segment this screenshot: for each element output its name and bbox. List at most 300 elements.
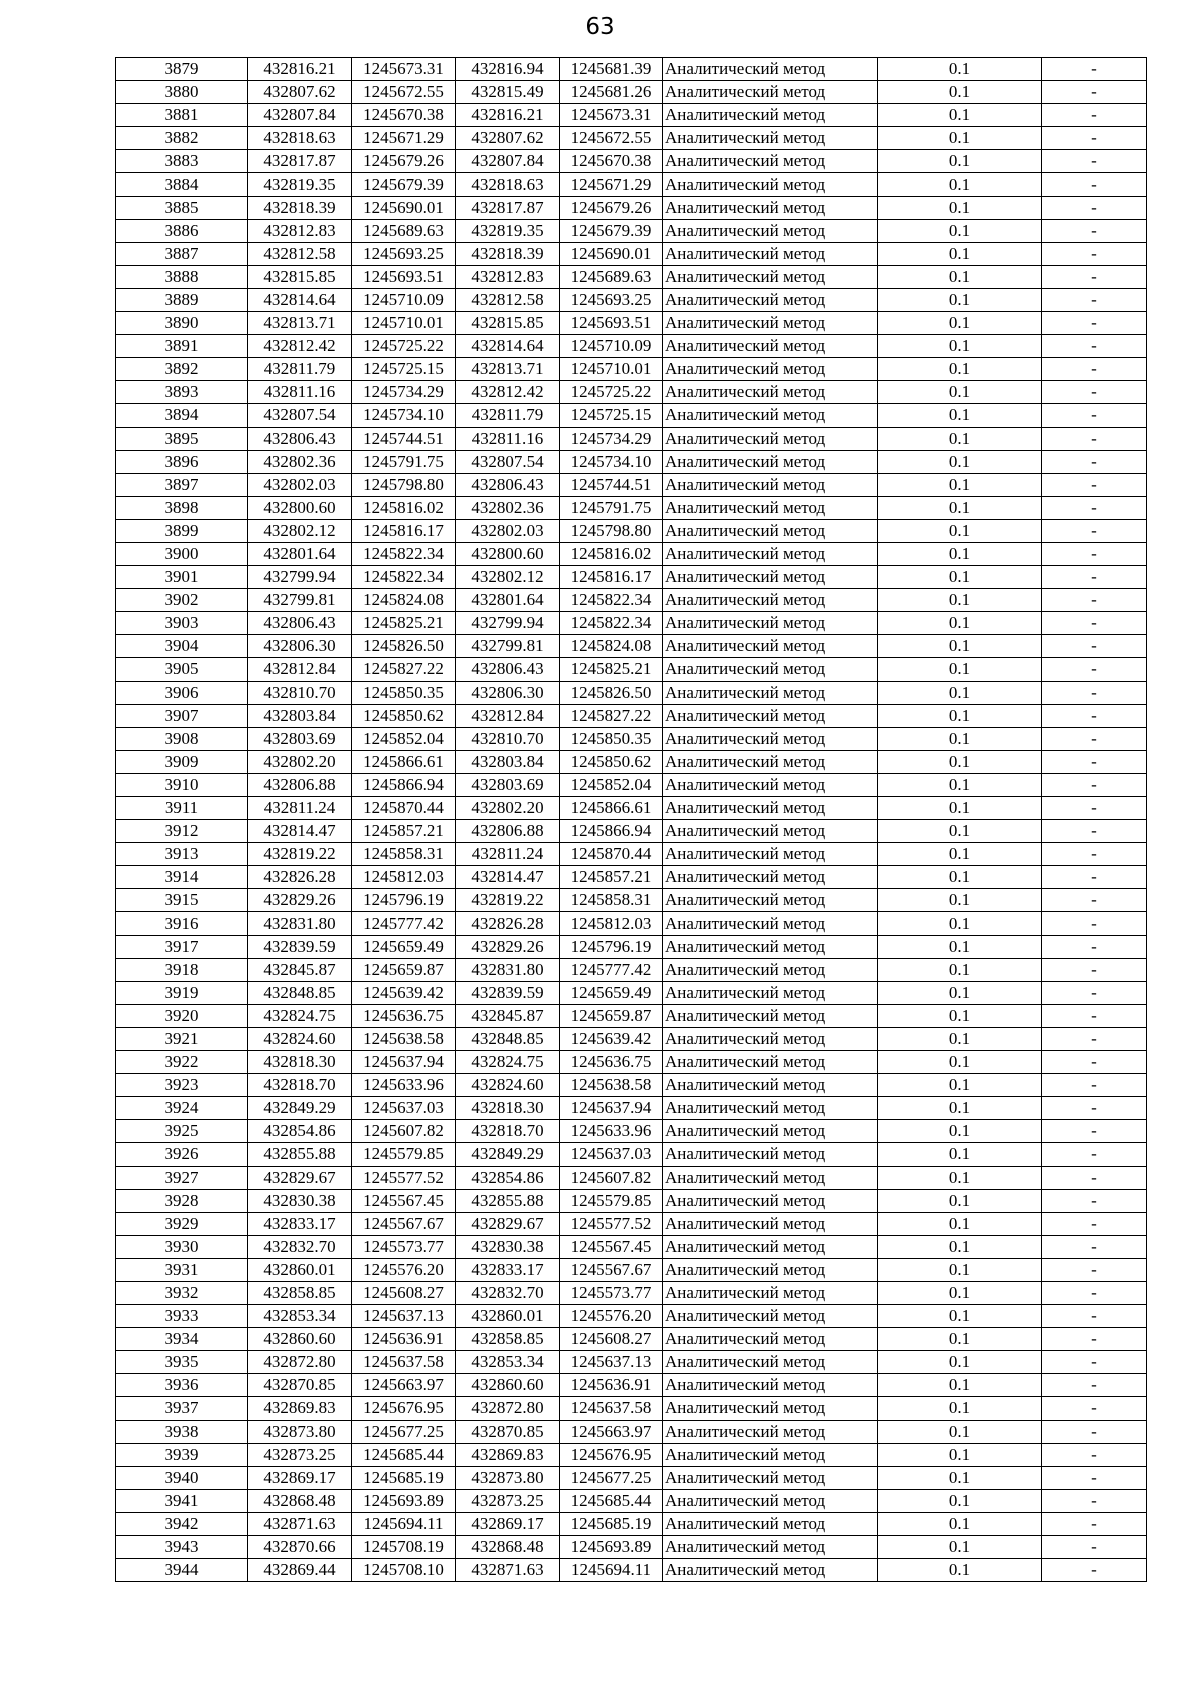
prev-x-coordinate-cell: 432873.80 [456,1466,560,1489]
accuracy-cell: 0.1 [878,381,1042,404]
note-cell: - [1042,1328,1147,1351]
x-coordinate-cell: 432873.25 [248,1443,352,1466]
point-number-cell: 3894 [116,404,248,427]
table-row [116,1466,1147,1489]
method-cell: Аналитический метод [663,542,878,565]
prev-x-coordinate-cell: 432806.30 [456,681,560,704]
x-coordinate-cell: 432833.17 [248,1212,352,1235]
y-coordinate-cell: 1245825.21 [352,612,456,635]
x-coordinate-cell: 432811.79 [248,358,352,381]
point-number-cell: 3915 [116,889,248,912]
point-number-cell: 3905 [116,658,248,681]
y-coordinate-cell: 1245870.44 [352,797,456,820]
point-number-cell: 3935 [116,1351,248,1374]
table-row [116,173,1147,196]
table-row [116,1143,1147,1166]
y-coordinate-cell: 1245725.22 [352,335,456,358]
method-cell: Аналитический метод [663,1189,878,1212]
method-cell: Аналитический метод [663,335,878,358]
prev-x-coordinate-cell: 432845.87 [456,1004,560,1027]
note-cell: - [1042,1512,1147,1535]
table-row [116,1166,1147,1189]
prev-y-coordinate-cell: 1245824.08 [560,635,663,658]
prev-x-coordinate-cell: 432816.94 [456,58,560,81]
method-cell: Аналитический метод [663,1420,878,1443]
table-row [116,589,1147,612]
point-number-cell: 3901 [116,566,248,589]
accuracy-cell: 0.1 [878,450,1042,473]
table-row [116,335,1147,358]
point-number-cell: 3887 [116,242,248,265]
prev-x-coordinate-cell: 432810.70 [456,727,560,750]
prev-x-coordinate-cell: 432871.63 [456,1559,560,1582]
point-number-cell: 3883 [116,150,248,173]
note-cell: - [1042,681,1147,704]
accuracy-cell: 0.1 [878,727,1042,750]
prev-y-coordinate-cell: 1245633.96 [560,1120,663,1143]
x-coordinate-cell: 432802.36 [248,450,352,473]
y-coordinate-cell: 1245639.42 [352,981,456,1004]
table-row [116,312,1147,335]
table-row [116,196,1147,219]
point-number-cell: 3916 [116,912,248,935]
note-cell: - [1042,81,1147,104]
method-cell: Аналитический метод [663,312,878,335]
point-number-cell: 3919 [116,981,248,1004]
accuracy-cell: 0.1 [878,1027,1042,1050]
prev-y-coordinate-cell: 1245576.20 [560,1305,663,1328]
x-coordinate-cell: 432816.21 [248,58,352,81]
y-coordinate-cell: 1245824.08 [352,589,456,612]
prev-y-coordinate-cell: 1245567.67 [560,1258,663,1281]
x-coordinate-cell: 432802.20 [248,750,352,773]
prev-y-coordinate-cell: 1245685.44 [560,1489,663,1512]
point-number-cell: 3917 [116,935,248,958]
accuracy-cell: 0.1 [878,1489,1042,1512]
x-coordinate-cell: 432869.17 [248,1466,352,1489]
x-coordinate-cell: 432830.38 [248,1189,352,1212]
prev-x-coordinate-cell: 432818.63 [456,173,560,196]
prev-y-coordinate-cell: 1245672.55 [560,127,663,150]
y-coordinate-cell: 1245850.62 [352,704,456,727]
table-row [116,1027,1147,1050]
x-coordinate-cell: 432831.80 [248,912,352,935]
method-cell: Аналитический метод [663,612,878,635]
x-coordinate-cell: 432812.42 [248,335,352,358]
y-coordinate-cell: 1245858.31 [352,843,456,866]
prev-y-coordinate-cell: 1245579.85 [560,1189,663,1212]
table-row [116,612,1147,635]
prev-x-coordinate-cell: 432833.17 [456,1258,560,1281]
y-coordinate-cell: 1245816.17 [352,519,456,542]
y-coordinate-cell: 1245827.22 [352,658,456,681]
table-row [116,265,1147,288]
table-row [116,1512,1147,1535]
x-coordinate-cell: 432803.84 [248,704,352,727]
y-coordinate-cell: 1245710.01 [352,312,456,335]
x-coordinate-cell: 432807.54 [248,404,352,427]
point-number-cell: 3908 [116,727,248,750]
prev-y-coordinate-cell: 1245577.52 [560,1212,663,1235]
prev-x-coordinate-cell: 432816.21 [456,104,560,127]
accuracy-cell: 0.1 [878,1443,1042,1466]
x-coordinate-cell: 432870.66 [248,1536,352,1559]
y-coordinate-cell: 1245636.91 [352,1328,456,1351]
point-number-cell: 3893 [116,381,248,404]
x-coordinate-cell: 432810.70 [248,681,352,704]
prev-x-coordinate-cell: 432802.20 [456,797,560,820]
prev-x-coordinate-cell: 432799.81 [456,635,560,658]
accuracy-cell: 0.1 [878,1097,1042,1120]
note-cell: - [1042,1074,1147,1097]
prev-y-coordinate-cell: 1245816.17 [560,566,663,589]
prev-y-coordinate-cell: 1245866.61 [560,797,663,820]
x-coordinate-cell: 432853.34 [248,1305,352,1328]
accuracy-cell: 0.1 [878,1328,1042,1351]
note-cell: - [1042,843,1147,866]
point-number-cell: 3886 [116,219,248,242]
point-number-cell: 3936 [116,1374,248,1397]
x-coordinate-cell: 432814.47 [248,820,352,843]
method-cell: Аналитический метод [663,1281,878,1304]
prev-y-coordinate-cell: 1245677.25 [560,1466,663,1489]
prev-x-coordinate-cell: 432813.71 [456,358,560,381]
note-cell: - [1042,58,1147,81]
y-coordinate-cell: 1245573.77 [352,1235,456,1258]
prev-x-coordinate-cell: 432853.34 [456,1351,560,1374]
x-coordinate-cell: 432814.64 [248,288,352,311]
prev-y-coordinate-cell: 1245636.75 [560,1051,663,1074]
point-number-cell: 3881 [116,104,248,127]
x-coordinate-cell: 432818.70 [248,1074,352,1097]
prev-y-coordinate-cell: 1245777.42 [560,958,663,981]
prev-y-coordinate-cell: 1245857.21 [560,866,663,889]
table-row [116,797,1147,820]
point-number-cell: 3932 [116,1281,248,1304]
prev-x-coordinate-cell: 432806.88 [456,820,560,843]
point-number-cell: 3934 [116,1328,248,1351]
accuracy-cell: 0.1 [878,288,1042,311]
accuracy-cell: 0.1 [878,265,1042,288]
table-row [116,1189,1147,1212]
accuracy-cell: 0.1 [878,81,1042,104]
prev-x-coordinate-cell: 432802.36 [456,496,560,519]
note-cell: - [1042,335,1147,358]
note-cell: - [1042,1443,1147,1466]
prev-x-coordinate-cell: 432807.84 [456,150,560,173]
note-cell: - [1042,265,1147,288]
y-coordinate-cell: 1245812.03 [352,866,456,889]
accuracy-cell: 0.1 [878,1212,1042,1235]
prev-x-coordinate-cell: 432819.35 [456,219,560,242]
y-coordinate-cell: 1245822.34 [352,566,456,589]
y-coordinate-cell: 1245671.29 [352,127,456,150]
method-cell: Аналитический метод [663,1443,878,1466]
note-cell: - [1042,1143,1147,1166]
point-number-cell: 3884 [116,173,248,196]
prev-y-coordinate-cell: 1245822.34 [560,589,663,612]
table-row [116,843,1147,866]
accuracy-cell: 0.1 [878,242,1042,265]
method-cell: Аналитический метод [663,566,878,589]
point-number-cell: 3888 [116,265,248,288]
table-row [116,750,1147,773]
table-row [116,404,1147,427]
accuracy-cell: 0.1 [878,335,1042,358]
y-coordinate-cell: 1245744.51 [352,427,456,450]
prev-y-coordinate-cell: 1245637.13 [560,1351,663,1374]
note-cell: - [1042,219,1147,242]
table-row [116,658,1147,681]
y-coordinate-cell: 1245567.45 [352,1189,456,1212]
x-coordinate-cell: 432826.28 [248,866,352,889]
prev-x-coordinate-cell: 432812.84 [456,704,560,727]
accuracy-cell: 0.1 [878,1397,1042,1420]
prev-x-coordinate-cell: 432812.58 [456,288,560,311]
note-cell: - [1042,150,1147,173]
note-cell: - [1042,1536,1147,1559]
prev-x-coordinate-cell: 432869.17 [456,1512,560,1535]
table-row [116,981,1147,1004]
point-number-cell: 3911 [116,797,248,820]
point-number-cell: 3903 [116,612,248,635]
note-cell: - [1042,658,1147,681]
method-cell: Аналитический метод [663,219,878,242]
y-coordinate-cell: 1245689.63 [352,219,456,242]
point-number-cell: 3923 [116,1074,248,1097]
point-number-cell: 3922 [116,1051,248,1074]
prev-x-coordinate-cell: 432860.60 [456,1374,560,1397]
x-coordinate-cell: 432829.67 [248,1166,352,1189]
point-number-cell: 3918 [116,958,248,981]
prev-y-coordinate-cell: 1245744.51 [560,473,663,496]
prev-x-coordinate-cell: 432812.83 [456,265,560,288]
point-number-cell: 3925 [116,1120,248,1143]
method-cell: Аналитический метод [663,404,878,427]
note-cell: - [1042,1235,1147,1258]
y-coordinate-cell: 1245576.20 [352,1258,456,1281]
prev-x-coordinate-cell: 432800.60 [456,542,560,565]
method-cell: Аналитический метод [663,288,878,311]
prev-x-coordinate-cell: 432849.29 [456,1143,560,1166]
x-coordinate-cell: 432812.83 [248,219,352,242]
table-row [116,1489,1147,1512]
accuracy-cell: 0.1 [878,658,1042,681]
prev-y-coordinate-cell: 1245573.77 [560,1281,663,1304]
x-coordinate-cell: 432819.35 [248,173,352,196]
prev-y-coordinate-cell: 1245725.15 [560,404,663,427]
prev-x-coordinate-cell: 432860.01 [456,1305,560,1328]
y-coordinate-cell: 1245866.94 [352,773,456,796]
point-number-cell: 3929 [116,1212,248,1235]
prev-y-coordinate-cell: 1245822.34 [560,612,663,635]
point-number-cell: 3942 [116,1512,248,1535]
x-coordinate-cell: 432799.94 [248,566,352,589]
prev-y-coordinate-cell: 1245637.58 [560,1397,663,1420]
y-coordinate-cell: 1245798.80 [352,473,456,496]
prev-x-coordinate-cell: 432818.30 [456,1097,560,1120]
y-coordinate-cell: 1245866.61 [352,750,456,773]
prev-y-coordinate-cell: 1245690.01 [560,242,663,265]
table-row [116,450,1147,473]
method-cell: Аналитический метод [663,1097,878,1120]
x-coordinate-cell: 432811.16 [248,381,352,404]
note-cell: - [1042,1351,1147,1374]
method-cell: Аналитический метод [663,958,878,981]
table-row [116,1443,1147,1466]
prev-y-coordinate-cell: 1245673.31 [560,104,663,127]
accuracy-cell: 0.1 [878,404,1042,427]
prev-y-coordinate-cell: 1245825.21 [560,658,663,681]
accuracy-cell: 0.1 [878,519,1042,542]
prev-x-coordinate-cell: 432818.70 [456,1120,560,1143]
method-cell: Аналитический метод [663,1051,878,1074]
method-cell: Аналитический метод [663,1235,878,1258]
x-coordinate-cell: 432860.01 [248,1258,352,1281]
table-row [116,1235,1147,1258]
x-coordinate-cell: 432819.22 [248,843,352,866]
method-cell: Аналитический метод [663,127,878,150]
note-cell: - [1042,1166,1147,1189]
method-cell: Аналитический метод [663,1328,878,1351]
x-coordinate-cell: 432858.85 [248,1281,352,1304]
method-cell: Аналитический метод [663,773,878,796]
y-coordinate-cell: 1245725.15 [352,358,456,381]
note-cell: - [1042,242,1147,265]
prev-y-coordinate-cell: 1245798.80 [560,519,663,542]
point-number-cell: 3897 [116,473,248,496]
prev-y-coordinate-cell: 1245679.39 [560,219,663,242]
prev-y-coordinate-cell: 1245608.27 [560,1328,663,1351]
method-cell: Аналитический метод [663,242,878,265]
point-number-cell: 3896 [116,450,248,473]
y-coordinate-cell: 1245567.67 [352,1212,456,1235]
note-cell: - [1042,589,1147,612]
method-cell: Аналитический метод [663,1027,878,1050]
accuracy-cell: 0.1 [878,1536,1042,1559]
point-number-cell: 3943 [116,1536,248,1559]
method-cell: Аналитический метод [663,1212,878,1235]
prev-y-coordinate-cell: 1245826.50 [560,681,663,704]
table-row [116,889,1147,912]
prev-y-coordinate-cell: 1245734.10 [560,450,663,473]
prev-x-coordinate-cell: 432803.84 [456,750,560,773]
prev-x-coordinate-cell: 432819.22 [456,889,560,912]
point-number-cell: 3931 [116,1258,248,1281]
method-cell: Аналитический метод [663,1351,878,1374]
note-cell: - [1042,1305,1147,1328]
x-coordinate-cell: 432872.80 [248,1351,352,1374]
point-number-cell: 3939 [116,1443,248,1466]
table-row [116,150,1147,173]
prev-x-coordinate-cell: 432802.12 [456,566,560,589]
method-cell: Аналитический метод [663,473,878,496]
method-cell: Аналитический метод [663,750,878,773]
prev-y-coordinate-cell: 1245659.49 [560,981,663,1004]
prev-y-coordinate-cell: 1245671.29 [560,173,663,196]
prev-y-coordinate-cell: 1245681.26 [560,81,663,104]
accuracy-cell: 0.1 [878,935,1042,958]
prev-y-coordinate-cell: 1245636.91 [560,1374,663,1397]
prev-x-coordinate-cell: 432873.25 [456,1489,560,1512]
note-cell: - [1042,196,1147,219]
prev-x-coordinate-cell: 432814.47 [456,866,560,889]
prev-y-coordinate-cell: 1245858.31 [560,889,663,912]
prev-y-coordinate-cell: 1245693.25 [560,288,663,311]
note-cell: - [1042,889,1147,912]
x-coordinate-cell: 432860.60 [248,1328,352,1351]
prev-x-coordinate-cell: 432811.16 [456,427,560,450]
accuracy-cell: 0.1 [878,843,1042,866]
prev-y-coordinate-cell: 1245791.75 [560,496,663,519]
prev-x-coordinate-cell: 432799.94 [456,612,560,635]
method-cell: Аналитический метод [663,1466,878,1489]
accuracy-cell: 0.1 [878,58,1042,81]
y-coordinate-cell: 1245670.38 [352,104,456,127]
table-row [116,1328,1147,1351]
note-cell: - [1042,866,1147,889]
y-coordinate-cell: 1245685.19 [352,1466,456,1489]
table-row [116,81,1147,104]
method-cell: Аналитический метод [663,681,878,704]
prev-x-coordinate-cell: 432858.85 [456,1328,560,1351]
note-cell: - [1042,404,1147,427]
table-row [116,1074,1147,1097]
y-coordinate-cell: 1245708.19 [352,1536,456,1559]
accuracy-cell: 0.1 [878,866,1042,889]
point-number-cell: 3920 [116,1004,248,1027]
prev-y-coordinate-cell: 1245663.97 [560,1420,663,1443]
y-coordinate-cell: 1245676.95 [352,1397,456,1420]
y-coordinate-cell: 1245637.03 [352,1097,456,1120]
prev-x-coordinate-cell: 432824.75 [456,1051,560,1074]
method-cell: Аналитический метод [663,358,878,381]
point-number-cell: 3889 [116,288,248,311]
accuracy-cell: 0.1 [878,1305,1042,1328]
y-coordinate-cell: 1245579.85 [352,1143,456,1166]
y-coordinate-cell: 1245852.04 [352,727,456,750]
prev-y-coordinate-cell: 1245850.35 [560,727,663,750]
table-row [116,358,1147,381]
table-row [116,1305,1147,1328]
y-coordinate-cell: 1245734.29 [352,381,456,404]
table-row [116,542,1147,565]
table-row [116,127,1147,150]
table-row [116,935,1147,958]
x-coordinate-cell: 432806.43 [248,427,352,450]
note-cell: - [1042,1258,1147,1281]
point-number-cell: 3944 [116,1559,248,1582]
table-row [116,1120,1147,1143]
x-coordinate-cell: 432818.63 [248,127,352,150]
note-cell: - [1042,704,1147,727]
point-number-cell: 3926 [116,1143,248,1166]
table-row [116,912,1147,935]
point-number-cell: 3898 [116,496,248,519]
x-coordinate-cell: 432832.70 [248,1235,352,1258]
x-coordinate-cell: 432868.48 [248,1489,352,1512]
point-number-cell: 3909 [116,750,248,773]
point-number-cell: 3891 [116,335,248,358]
note-cell: - [1042,773,1147,796]
accuracy-cell: 0.1 [878,1166,1042,1189]
point-number-cell: 3895 [116,427,248,450]
note-cell: - [1042,173,1147,196]
prev-x-coordinate-cell: 432868.48 [456,1536,560,1559]
accuracy-cell: 0.1 [878,1051,1042,1074]
x-coordinate-cell: 432824.75 [248,1004,352,1027]
prev-y-coordinate-cell: 1245725.22 [560,381,663,404]
